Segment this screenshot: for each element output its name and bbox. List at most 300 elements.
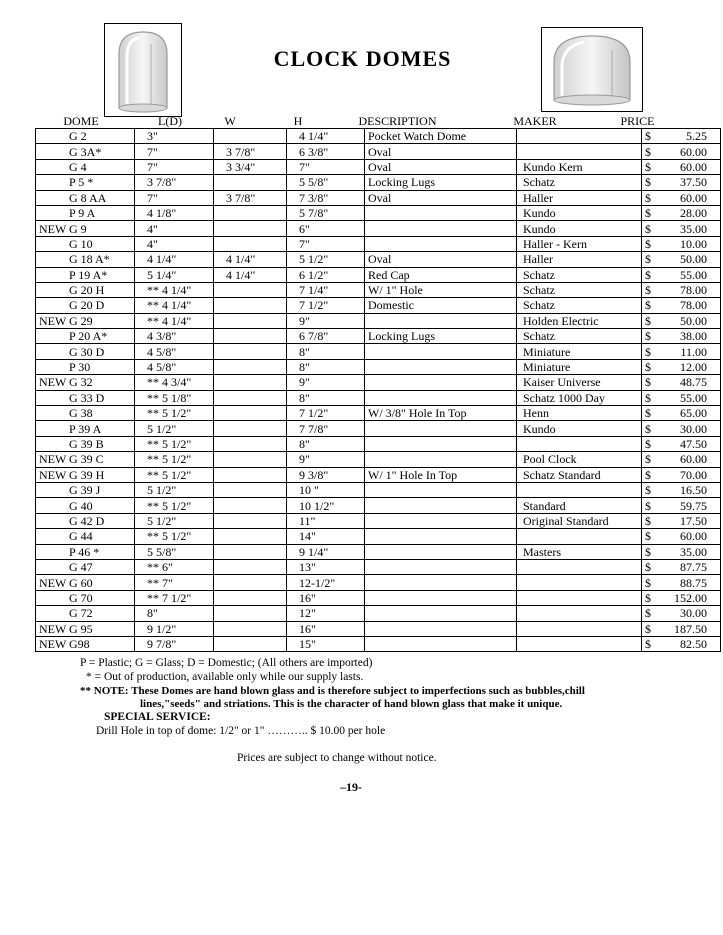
- dome-cell: [36, 452, 135, 467]
- header-dome: DOME: [63, 114, 99, 128]
- currency-symbol: $: [645, 560, 651, 575]
- price-amount: 59.75: [680, 498, 707, 513]
- currency-symbol: $: [645, 329, 651, 344]
- dome-price-table: [35, 128, 721, 652]
- description-cell: [365, 544, 517, 559]
- description-cell: [365, 513, 517, 528]
- header-width: W: [224, 114, 236, 128]
- description-cell: [365, 452, 517, 467]
- dome-cell: [36, 390, 135, 405]
- price-change-note: Prices are subject to change without notice.: [237, 752, 437, 764]
- new-badge: NEW: [39, 452, 67, 467]
- description-cell: [365, 436, 517, 451]
- price-amount: 12.00: [680, 360, 707, 375]
- dome-code: G 40: [69, 498, 93, 513]
- table-row: [36, 221, 721, 236]
- new-badge: NEW: [39, 313, 67, 328]
- maker-cell: [517, 606, 642, 621]
- table-row: [36, 313, 721, 328]
- height-cell: 12": [287, 606, 365, 621]
- price-amount: 30.00: [680, 606, 707, 621]
- width-cell: [214, 452, 287, 467]
- header-length: L(D): [158, 114, 182, 128]
- currency-symbol: $: [645, 344, 651, 359]
- height-cell: 5 1/2": [287, 252, 365, 267]
- table-row: [36, 252, 721, 267]
- height-cell: 11": [287, 513, 365, 528]
- length-cell: ** 5 1/2": [135, 498, 214, 513]
- description-cell: [365, 344, 517, 359]
- length-cell: 5 1/2": [135, 421, 214, 436]
- header-description: DESCRIPTION: [358, 114, 437, 128]
- dome-cell: [36, 267, 135, 282]
- width-cell: [214, 313, 287, 328]
- price-amount: 50.00: [680, 252, 707, 267]
- maker-cell: Henn: [517, 406, 642, 421]
- drill-hole-service: Drill Hole in top of dome: 1/2" or 1" ……….. $ 10.00 per hole: [96, 725, 386, 737]
- glass-note: ** NOTE: These Domes are hand blown glass and is therefore subject to imperfections such as bubbles,chill: [80, 685, 585, 697]
- height-cell: 7": [287, 236, 365, 251]
- length-cell: 5 1/2": [135, 513, 214, 528]
- dome-cell: [36, 375, 135, 390]
- height-cell: 9": [287, 375, 365, 390]
- width-cell: [214, 175, 287, 190]
- price-amount: 48.75: [680, 375, 707, 390]
- maker-cell: [517, 621, 642, 636]
- width-cell: [214, 621, 287, 636]
- dome-cell: [36, 421, 135, 436]
- dome-cell: [36, 282, 135, 297]
- dome-code: G 9: [69, 221, 87, 236]
- price-amount: 60.00: [680, 529, 707, 544]
- dome-cell: [36, 559, 135, 574]
- table-row: [36, 406, 721, 421]
- height-cell: 7 1/2": [287, 406, 365, 421]
- currency-symbol: $: [645, 452, 651, 467]
- price-cell: [642, 267, 721, 282]
- table-row: [36, 590, 721, 605]
- price-cell: [642, 205, 721, 220]
- currency-symbol: $: [645, 129, 651, 144]
- new-badge: NEW: [39, 621, 67, 636]
- maker-cell: Kundo: [517, 221, 642, 236]
- description-cell: [365, 575, 517, 590]
- length-cell: ** 5 1/2": [135, 467, 214, 482]
- description-cell: [365, 221, 517, 236]
- price-cell: [642, 375, 721, 390]
- price-amount: 47.50: [680, 437, 707, 451]
- dome-cell: [36, 236, 135, 251]
- dome-cell: [36, 329, 135, 344]
- maker-cell: Schatz Standard: [517, 467, 642, 482]
- height-cell: 15": [287, 636, 365, 651]
- dome-cell: [36, 590, 135, 605]
- height-cell: 7": [287, 159, 365, 174]
- legend-note: P = Plastic; G = Glass; D = Domestic; (All others are imported): [80, 657, 373, 669]
- height-cell: 7 3/8": [287, 190, 365, 205]
- width-cell: [214, 236, 287, 251]
- dome-code: P 30: [69, 360, 91, 375]
- height-cell: 8": [287, 390, 365, 405]
- price-cell: [642, 590, 721, 605]
- price-cell: [642, 359, 721, 374]
- glass-dome-icon: [105, 24, 181, 116]
- price-amount: 187.50: [674, 621, 707, 636]
- description-cell: Locking Lugs: [365, 175, 517, 190]
- price-cell: [642, 482, 721, 497]
- dome-code: G 30 D: [69, 344, 105, 359]
- length-cell: 8": [135, 606, 214, 621]
- table-row: [36, 621, 721, 636]
- currency-symbol: $: [645, 360, 651, 375]
- width-cell: [214, 529, 287, 544]
- price-amount: 16.50: [680, 483, 707, 498]
- description-cell: W/ 1" Hole In Top: [365, 467, 517, 482]
- dome-code: P 39 A: [69, 421, 102, 436]
- price-amount: 28.00: [680, 206, 707, 221]
- currency-symbol: $: [645, 529, 651, 544]
- description-cell: [365, 236, 517, 251]
- dome-cell: [36, 529, 135, 544]
- price-cell: [642, 559, 721, 574]
- height-cell: 14": [287, 529, 365, 544]
- table-row: [36, 175, 721, 190]
- description-cell: [365, 621, 517, 636]
- length-cell: 5 1/4": [135, 267, 214, 282]
- width-cell: 3 3/4": [214, 159, 287, 174]
- description-cell: W/ 1" Hole: [365, 282, 517, 297]
- dome-code: G 32: [69, 375, 93, 390]
- height-cell: 6": [287, 221, 365, 236]
- width-cell: [214, 590, 287, 605]
- currency-symbol: $: [645, 637, 651, 652]
- price-amount: 60.00: [680, 159, 707, 174]
- length-cell: 4 5/8": [135, 359, 214, 374]
- dome-code: G 47: [69, 560, 93, 575]
- dome-cell: [36, 313, 135, 328]
- dome-cell: [36, 575, 135, 590]
- dome-code: G 39 B: [69, 437, 104, 451]
- price-cell: [642, 636, 721, 651]
- height-cell: 9": [287, 452, 365, 467]
- glass-note-continued: lines,"seeds" and striations. This is the character of hand blown glass that make it unique.: [140, 698, 563, 710]
- dome-cell: [36, 175, 135, 190]
- maker-cell: Miniature: [517, 344, 642, 359]
- currency-symbol: $: [645, 606, 651, 621]
- currency-symbol: $: [645, 236, 651, 251]
- table-row: [36, 467, 721, 482]
- dome-code: G 33 D: [69, 390, 105, 405]
- maker-cell: Standard: [517, 498, 642, 513]
- dome-cell: [36, 436, 135, 451]
- width-cell: 3 7/8": [214, 190, 287, 205]
- currency-symbol: $: [645, 283, 651, 298]
- description-cell: Oval: [365, 252, 517, 267]
- currency-symbol: $: [645, 390, 651, 405]
- price-cell: [642, 221, 721, 236]
- dome-code: G 72: [69, 606, 93, 621]
- table-row: [36, 159, 721, 174]
- price-cell: [642, 129, 721, 144]
- price-amount: 55.00: [680, 390, 707, 405]
- table-row: [36, 513, 721, 528]
- dome-code: G 42 D: [69, 513, 105, 528]
- width-cell: [214, 606, 287, 621]
- width-cell: 4 1/4": [214, 267, 287, 282]
- dome-cell: [36, 621, 135, 636]
- height-cell: 7 1/2": [287, 298, 365, 313]
- height-cell: 12-1/2": [287, 575, 365, 590]
- table-row: [36, 329, 721, 344]
- dome-cell: [36, 298, 135, 313]
- maker-cell: [517, 144, 642, 159]
- dome-code: P 5 *: [69, 175, 94, 190]
- dome-code: G 38: [69, 406, 93, 421]
- dome-cell: [36, 544, 135, 559]
- description-cell: Oval: [365, 190, 517, 205]
- dome-cell: [36, 467, 135, 482]
- new-badge: NEW: [39, 575, 67, 590]
- dome-code: G 20 D: [69, 298, 105, 313]
- table-row: [36, 436, 721, 451]
- height-cell: 9 3/8": [287, 467, 365, 482]
- length-cell: 4 1/4": [135, 252, 214, 267]
- table-row: [36, 559, 721, 574]
- length-cell: 5 1/2": [135, 482, 214, 497]
- new-badge: NEW: [39, 221, 67, 236]
- dome-cell: [36, 190, 135, 205]
- price-amount: 55.00: [680, 267, 707, 282]
- price-amount: 11.00: [680, 344, 707, 359]
- height-cell: 5 7/8": [287, 205, 365, 220]
- length-cell: 4": [135, 221, 214, 236]
- price-amount: 78.00: [680, 298, 707, 313]
- table-row: [36, 344, 721, 359]
- dome-cell: [36, 636, 135, 651]
- price-cell: [642, 144, 721, 159]
- dome-cell: [36, 513, 135, 528]
- price-cell: [642, 575, 721, 590]
- new-badge: NEW: [39, 375, 67, 390]
- price-amount: 60.00: [680, 190, 707, 205]
- height-cell: 10 1/2": [287, 498, 365, 513]
- dome-cell: [36, 159, 135, 174]
- width-cell: [214, 436, 287, 451]
- description-cell: [365, 606, 517, 621]
- length-cell: ** 5 1/2": [135, 436, 214, 451]
- dome-code: G 18 A*: [69, 252, 110, 267]
- maker-cell: Kundo: [517, 205, 642, 220]
- currency-symbol: $: [645, 590, 651, 605]
- price-cell: [642, 282, 721, 297]
- maker-cell: Holden Electric: [517, 313, 642, 328]
- out-of-production-note: * = Out of production, available only while our supply lasts.: [86, 671, 364, 683]
- dome-code: P 20 A*: [69, 329, 108, 344]
- maker-cell: Pool Clock: [517, 452, 642, 467]
- height-cell: 9 1/4": [287, 544, 365, 559]
- width-cell: [214, 498, 287, 513]
- price-cell: [642, 159, 721, 174]
- table-row: [36, 267, 721, 282]
- currency-symbol: $: [645, 159, 651, 174]
- price-cell: [642, 252, 721, 267]
- currency-symbol: $: [645, 467, 651, 482]
- dome-code: G 39 H: [69, 467, 105, 482]
- price-amount: 60.00: [680, 144, 707, 159]
- table-row: [36, 190, 721, 205]
- price-amount: 37.50: [680, 175, 707, 190]
- dome-code: G 95: [69, 621, 93, 636]
- page-number: –19-: [340, 780, 362, 794]
- height-cell: 6 1/2": [287, 267, 365, 282]
- currency-symbol: $: [645, 513, 651, 528]
- price-cell: [642, 606, 721, 621]
- width-cell: [214, 482, 287, 497]
- price-cell: [642, 298, 721, 313]
- dome-code: G 44: [69, 529, 93, 544]
- price-amount: 60.00: [680, 452, 707, 467]
- table-row: [36, 575, 721, 590]
- maker-cell: Schatz: [517, 329, 642, 344]
- dome-code: G 29: [69, 313, 93, 328]
- maker-cell: [517, 129, 642, 144]
- dome-code: P 19 A*: [69, 267, 108, 282]
- height-cell: 8": [287, 359, 365, 374]
- price-cell: [642, 390, 721, 405]
- length-cell: ** 4 1/4": [135, 282, 214, 297]
- price-cell: [642, 406, 721, 421]
- price-amount: 17.50: [680, 513, 707, 528]
- dome-code: G98: [69, 637, 90, 652]
- currency-symbol: $: [645, 267, 651, 282]
- dome-cell: [36, 406, 135, 421]
- maker-cell: Masters: [517, 544, 642, 559]
- height-cell: 6 3/8": [287, 144, 365, 159]
- special-service-heading: SPECIAL SERVICE:: [104, 711, 211, 723]
- dome-cell: [36, 606, 135, 621]
- width-cell: 3 7/8": [214, 144, 287, 159]
- page-title: CLOCK DOMES: [273, 46, 452, 71]
- currency-symbol: $: [645, 421, 651, 436]
- description-cell: W/ 3/8" Hole In Top: [365, 406, 517, 421]
- dome-photo-tall: [104, 23, 182, 117]
- price-cell: [642, 452, 721, 467]
- price-cell: [642, 529, 721, 544]
- price-cell: [642, 313, 721, 328]
- width-cell: [214, 513, 287, 528]
- height-cell: 8": [287, 436, 365, 451]
- currency-symbol: $: [645, 221, 651, 236]
- width-cell: [214, 390, 287, 405]
- length-cell: 9 7/8": [135, 636, 214, 651]
- price-cell: [642, 329, 721, 344]
- maker-cell: [517, 636, 642, 651]
- price-cell: [642, 467, 721, 482]
- maker-cell: [517, 559, 642, 574]
- width-cell: [214, 575, 287, 590]
- width-cell: [214, 421, 287, 436]
- maker-cell: [517, 575, 642, 590]
- price-amount: 5.25: [686, 129, 707, 144]
- currency-symbol: $: [645, 313, 651, 328]
- price-amount: 70.00: [680, 467, 707, 482]
- description-cell: Locking Lugs: [365, 329, 517, 344]
- height-cell: 4 1/4": [287, 129, 365, 144]
- description-cell: [365, 313, 517, 328]
- dome-photo-wide: [541, 27, 643, 112]
- length-cell: ** 4 3/4": [135, 375, 214, 390]
- maker-cell: Schatz 1000 Day: [517, 390, 642, 405]
- dome-cell: [36, 252, 135, 267]
- width-cell: [214, 406, 287, 421]
- table-row: [36, 636, 721, 651]
- height-cell: 16": [287, 621, 365, 636]
- glass-dome-icon: [542, 28, 642, 111]
- description-cell: [365, 590, 517, 605]
- description-cell: Pocket Watch Dome: [365, 129, 517, 144]
- currency-symbol: $: [645, 498, 651, 513]
- maker-cell: [517, 436, 642, 451]
- header-maker: MAKER: [513, 114, 557, 128]
- description-cell: [365, 390, 517, 405]
- width-cell: [214, 636, 287, 651]
- dome-code: P 46 *: [69, 544, 100, 559]
- height-cell: 9": [287, 313, 365, 328]
- length-cell: ** 5 1/2": [135, 529, 214, 544]
- height-cell: 16": [287, 590, 365, 605]
- column-headers: [35, 114, 687, 128]
- new-badge: NEW: [39, 637, 67, 652]
- currency-symbol: $: [645, 206, 651, 221]
- maker-cell: Schatz: [517, 175, 642, 190]
- length-cell: 4 3/8": [135, 329, 214, 344]
- table-row: [36, 452, 721, 467]
- dome-code: G 20 H: [69, 283, 105, 298]
- maker-cell: Schatz: [517, 298, 642, 313]
- maker-cell: Kundo Kern: [517, 159, 642, 174]
- description-cell: [365, 559, 517, 574]
- length-cell: ** 4 1/4": [135, 298, 214, 313]
- height-cell: 6 7/8": [287, 329, 365, 344]
- dome-code: G 4: [69, 159, 87, 174]
- length-cell: 4 1/8": [135, 205, 214, 220]
- currency-symbol: $: [645, 437, 651, 451]
- length-cell: 4": [135, 236, 214, 251]
- length-cell: ** 4 1/4": [135, 313, 214, 328]
- price-amount: 78.00: [680, 283, 707, 298]
- table-row: [36, 421, 721, 436]
- maker-cell: Schatz: [517, 267, 642, 282]
- height-cell: 13": [287, 559, 365, 574]
- width-cell: [214, 359, 287, 374]
- price-amount: 152.00: [674, 590, 707, 605]
- table-row: [36, 544, 721, 559]
- currency-symbol: $: [645, 406, 651, 421]
- length-cell: 5 5/8": [135, 544, 214, 559]
- table-row: [36, 498, 721, 513]
- dome-code: G 70: [69, 590, 93, 605]
- length-cell: ** 5 1/2": [135, 406, 214, 421]
- dome-code: G 39 C: [69, 452, 104, 467]
- dome-code: P 9 A: [69, 206, 96, 221]
- height-cell: 5 5/8": [287, 175, 365, 190]
- width-cell: [214, 559, 287, 574]
- price-amount: 30.00: [680, 421, 707, 436]
- price-cell: [642, 544, 721, 559]
- table-row: [36, 282, 721, 297]
- length-cell: 3": [135, 129, 214, 144]
- table-row: [36, 144, 721, 159]
